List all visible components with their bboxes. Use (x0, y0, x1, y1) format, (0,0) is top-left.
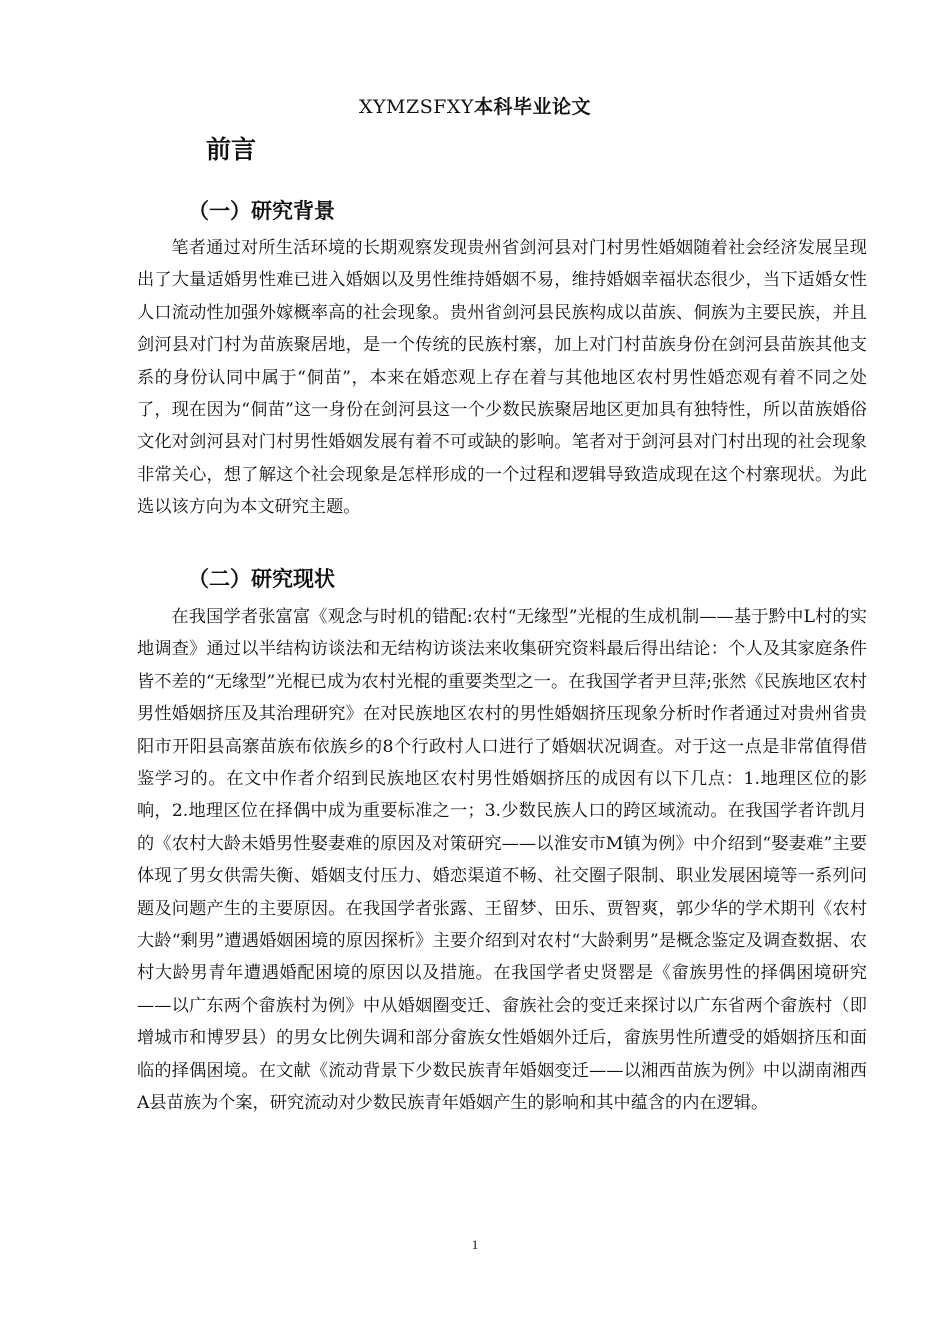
section-paragraph-status: 在我国学者张富富《观念与时机的错配:农村“无缘型”光棍的生成机制——基于黔中L村的实地调查》通过以半结构访谈法和无结构访谈法来收集研究资料最后得出结论：个人及其家庭条件皆不差的“无缘型”光棍已成为农村光棍的重要类型之一。在我国学者尹旦萍;张然《民族地区农村男性婚姻挤压及其治理研究》在对民族地区农村的男性婚姻挤压现象分析时作者通过对贵州省贵阳市开阳县高寨苗族布依族乡的8个行政村人口进行了婚姻状况调查。对于这一点是非常值得借鉴学习的。在文中作者介绍到民族地区农村男性婚姻挤压的成因有以下几点：1.地理区位的影响，2.地理区位在择偶中成为重要标准之一；3.少数民族人口的跨区域流动。在我国学者许凯月的《农村大龄未婚男性娶妻难的原因及对策研究——以淮安市M镇为例》中介绍到“娶妻难”主要体现了男女供需失衡、婚姻支付压力、婚恋渠道不畅、社交圈子限制、职业发展困境等一系列问题及问题产生的主要原因。在我国学者张露、王留梦、田乐、贾智爽，郭少华的学术期刊《农村大龄“剩男”遭遇婚姻困境的原因探析》主要介绍到对农村“大龄剩男”是概念鉴定及调查数据、农村大龄男青年遭遇婚配困境的原因以及措施。在我国学者史贤罂是《畲族男性的择偶困境研究——以广东两个畲族村为例》中从婚姻圈变迁、畲族社会的变迁来探讨以广东省两个畲族村（即增城市和博罗县）的男女比例失调和部分畲族女性婚姻外迁后，畲族男性所遭受的婚姻挤压和面临的择偶困境。在文献《流动背景下少数民族青年婚姻变迁——以湘西苗族为例》中以湖南湘西A县苗族为个案，研究流动对少数民族青年婚姻产生的影响和其中蕴含的内在逻辑。 (137, 607, 867, 1114)
section-heading-background: （一）研究背景 (188, 199, 335, 223)
header-code: XYMZSFXY (358, 96, 474, 118)
section-heading-status: （二）研究现状 (188, 567, 335, 591)
page-header (0, 92, 950, 119)
header-label: 本科毕业论文 (473, 96, 591, 118)
page-title: 前言 (206, 135, 257, 164)
section-paragraph-background: 笔者通过对所生活环境的长期观察发现贵州省剑河县对门村男性婚姻随着社会经济发展呈现出了大量适婚男性难已进入婚姻以及男性维持婚姻不易，维持婚姻幸福状态很少，当下适婚女性人口流动性加强外嫁概率高的社会现象。贵州省剑河县民族构成以苗族、侗族为主要民族，并且剑河县对门村为苗族聚居地，是一个传统的民族村寨，加上对门村苗族身份在剑河县苗族其他支系的身份认同中属于“侗苗”，本来在婚恋观上存在着与其他地区农村男性婚恋观有着不同之处了，现在因为“侗苗”这一身份在剑河县这一个少数民族聚居地区更加具有独特性，所以苗族婚俗文化对剑河县对门村男性婚姻发展有着不可或缺的影响。笔者对于剑河县对门村出现的社会现象非常关心，想了解这个社会现象是怎样形成的一个过程和逻辑导致造成现在这个村寨现状。为此选以该方向为本文研究主题。 (137, 238, 867, 518)
page-number: 1 (471, 1237, 479, 1252)
